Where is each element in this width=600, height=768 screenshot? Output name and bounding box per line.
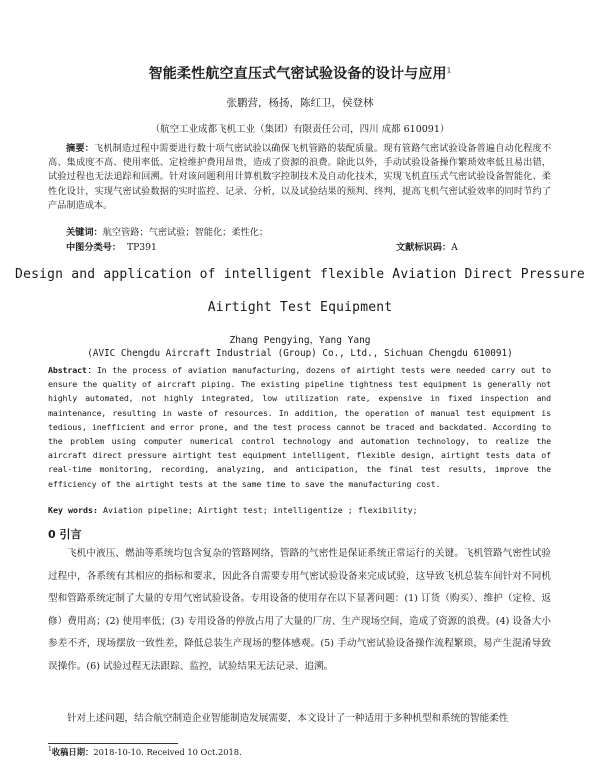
chinese-keywords — [66, 224, 268, 238]
english-abstract — [48, 363, 551, 491]
english-title-line1: Design and application of intelligent flexible Aviation Direct Pressure — [15, 267, 585, 282]
section-heading-introduction: 0 引言 — [48, 528, 82, 541]
english-keywords — [48, 505, 551, 515]
english-authors: Zhang Pengying，Yang Yang — [229, 335, 371, 346]
document-code: 文献标识码：A — [396, 242, 458, 253]
footnote-mark: 1 — [48, 746, 52, 754]
title-footnote-mark: 1 — [446, 66, 452, 75]
body-paragraph-1: 飞机中液压、燃油等系统均包含复杂的管路网络，管路的气密性是保证系统正常运行的关键。飞机管路气密性试验过程中，各系统有其相应的指标和要求，因此各自需要专用气密试验设备来完成试验，这导致飞机总装车间针对不同机型和管路系统定制了大量的专用气密试验设备。专用设备的使用存在以下显著问题：(1) 订货（购买）、维护（定检、返修）费用高；(2) 使用率低；(3) 专用设备的停放占用了大量的厂房、生产现场空间，造成了资源的浪费。(4) 设备大小参差不齐，现场摆放一致性差，降低总装生产现场的整体感观。(5) 手动气密试验设备操作流程繁琐，易产生混淆导致误操作。(6) 试验过程无法跟踪、监控，试验结果无法记录、追溯。 — [48, 548, 551, 672]
english-keywords-label: Key words: — [48, 505, 98, 515]
footnote-divider — [48, 743, 178, 744]
english-abstract-text: In the process of aviation manufacturing, dozens of airtight tests were needed carry out to ensure the quality of aircraft piping. The existing pipeline tightness test equipment is generally not highly automated, not highly integrated, low utilization rate, expensive in fixed inspection and maintenance, resulting in waste of resources. In addition, the operation of manual test equipment is tedious, inefficient and error prone, and the test process cannot be traced and backdated. According to the problem using computer numerical control technology and automation technology, to realize the aircraft direct pressure airtight test equipment intelligent, flexible design, airtight tests data of real-time monitoring, recording, analyzing, and anticipation, the final test results, improve the efficiency of the airtight tests at the same time to save the manufacturing cost. — [48, 365, 551, 489]
chinese-keywords-text: 航空管路；气密试验；智能化；柔性化； — [102, 227, 269, 238]
chinese-abstract-text: 飞机制造过程中需要进行数十项气密试验以确保飞机管路的装配质量。现有管路气密试验设备普遍自动化程度不高、集成度不高、使用率低、定检维护费用昂贵，造成了资源的浪费。除此以外，手动试验设备操作繁琐效率低且易出错，试验过程也无法追踪和回溯。针对该问题利用计算机数字控制技术及自动化技术，实现飞机直压式气密试验设备智能化、柔性化设计，实现气密试验数据的实时监控、记录、分析，以及试验结果的预判、终判，提高飞机气密试验效率的同时节约了产品制造成本。 — [48, 143, 552, 211]
footnote — [48, 746, 242, 758]
chinese-abstract-label: 摘要： — [66, 143, 94, 154]
english-abstract-label: Abstract： — [48, 365, 97, 375]
chinese-title: 智能柔性航空直压式气密试验设备的设计与应用$^1$ — [148, 66, 452, 82]
chinese-affiliation: （航空工业成都飞机工业（集团）有限责任公司，四川 成都 610091） — [150, 124, 450, 135]
footnote-label: 收稿日期： — [51, 747, 94, 757]
english-affiliation: (AVIC Chengdu Aircraft Industrial (Group) Co., Ltd., Sichuan Chengdu 610091) — [87, 348, 513, 359]
english-title-line2: Airtight Test Equipment — [207, 300, 393, 315]
chinese-abstract — [48, 142, 551, 213]
chinese-keywords-label: 关键词： — [66, 227, 103, 238]
english-keywords-text: Aviation pipeline; Airtight test; intelligentize ; flexibility; — [102, 505, 418, 515]
chinese-authors: 张鹏营，杨扬，陈红卫，侯登林 — [226, 97, 374, 109]
body-paragraph-2: 针对上述问题，结合航空制造企业智能制造发展需要，本文设计了一种适用于多种机型和系统的智能柔性 — [67, 713, 509, 724]
footnote-text: 2018-10-10. Received 10 Oct.2018. — [93, 747, 242, 757]
clc-number: 中图分类号： TP391 — [66, 242, 157, 253]
